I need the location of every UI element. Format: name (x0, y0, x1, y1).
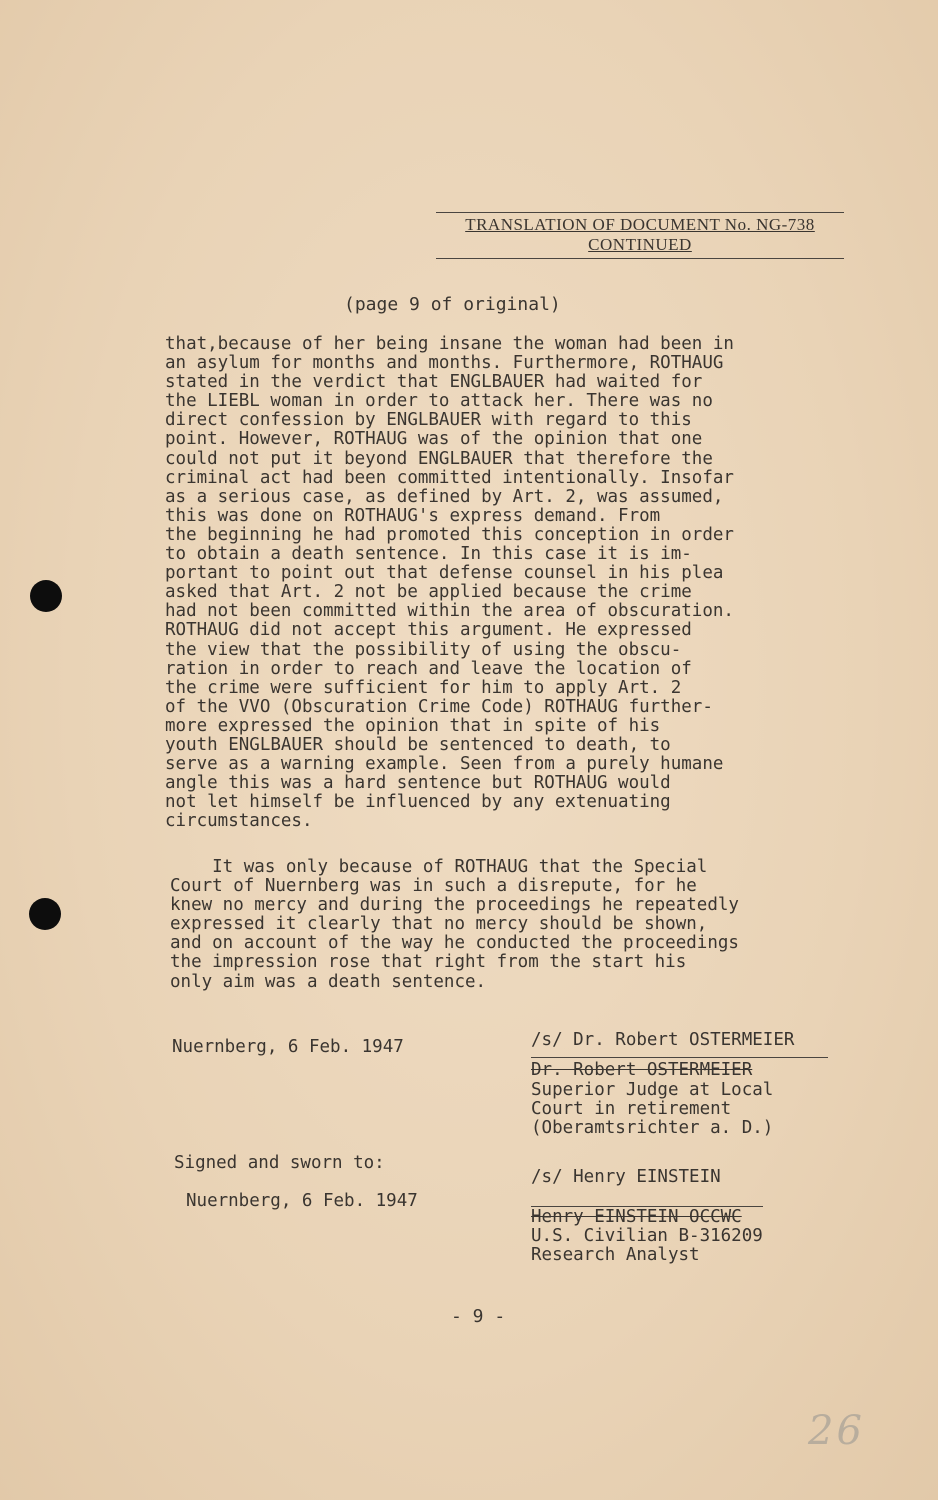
signature-1-title-line-3: (Oberamtsrichter a. D.) (531, 1118, 774, 1138)
signature-1-rule (531, 1057, 828, 1058)
signature-1-name: Dr. Robert OSTERMEIER (531, 1060, 753, 1080)
signature-1-signed: /s/ Dr. Robert OSTERMEIER (531, 1030, 795, 1050)
text-line: the view that the possibility of using the obscu- (165, 639, 682, 660)
text-line: more expressed the opinion that in spite of his (165, 715, 661, 736)
signature-1-title-line-1: Superior Judge at Local (531, 1080, 774, 1100)
text-line: the LIEBL woman in order to attack her. There was no (165, 391, 713, 412)
text-line: that,because of her being insane the woman had been in (165, 334, 734, 354)
text-line: expressed it clearly that no mercy should be shown, (170, 914, 708, 935)
text-line: youth ENGLBAUER should be sentenced to death, to (165, 734, 671, 755)
signature-1-title-line-2: Court in retirement (531, 1099, 732, 1119)
text-line: ration in order to reach and leave the location of (165, 658, 692, 679)
text-line: the beginning he had promoted this conception in order (165, 524, 734, 545)
text-line: the crime were sufficient for him to apply Art. 2 (165, 677, 682, 698)
header-title: TRANSLATION OF DOCUMENT No. NG-738 (465, 215, 815, 234)
document-header (436, 212, 844, 259)
text-line: point. However, ROTHAUG was of the opinion that one (165, 429, 703, 450)
body-paragraph-1 (165, 335, 734, 831)
text-line: had not been committed within the area of obscuration. (165, 601, 734, 622)
place-date-2: Nuernberg, 6 Feb. 1947 (186, 1191, 418, 1211)
signature-2-name: Henry EINSTEIN OCCWC (531, 1207, 742, 1227)
place-date-1: Nuernberg, 6 Feb. 1947 (172, 1037, 404, 1057)
original-page-reference: (page 9 of original) (344, 294, 561, 315)
text-line: the impression rose that right from the start his (170, 952, 687, 973)
text-line: criminal act had been committed intentionally. Insofar (165, 467, 734, 488)
signature-2-signed: /s/ Henry EINSTEIN (531, 1167, 721, 1187)
text-line: direct confession by ENGLBAUER with regard to this (165, 410, 692, 431)
text-line: ROTHAUG did not accept this argument. He expressed (165, 620, 692, 641)
page-number: - 9 - (451, 1306, 506, 1327)
text-line: only aim was a death sentence. (170, 971, 487, 992)
text-line: and on account of the way he conducted the proceedings (170, 933, 739, 954)
text-line: portant to point out that defense counsel in his plea (165, 563, 724, 584)
text-line: this was done on ROTHAUG's express demand. From (165, 505, 661, 526)
body-paragraph-2 (170, 858, 739, 992)
sworn-label: Signed and sworn to: (174, 1153, 385, 1173)
text-line: not let himself be influenced by any extenuating (165, 792, 671, 813)
text-line: asked that Art. 2 not be applied because the crime (165, 582, 692, 603)
text-line: stated in the verdict that ENGLBAUER had waited for (165, 372, 703, 393)
text-line: to obtain a death sentence. In this case it is im- (165, 544, 692, 565)
handwritten-page-number: 26 (808, 1408, 865, 1454)
punch-hole-bottom (29, 898, 61, 930)
text-line: angle this was a hard sentence but ROTHAUG would (165, 773, 671, 794)
text-line: knew no mercy and during the proceedings he repeatedly (170, 895, 739, 916)
signature-2-title-line-1: U.S. Civilian B-316209 (531, 1226, 763, 1246)
signature-2-title-line-2: Research Analyst (531, 1245, 700, 1265)
text-line: as a serious case, as defined by Art. 2, was assumed, (165, 486, 724, 507)
text-line: serve as a warning example. Seen from a purely humane (165, 754, 724, 775)
text-line: It was only because of ROTHAUG that the Special (170, 857, 708, 877)
punch-hole-top (30, 580, 62, 612)
text-line: could not put it beyond ENGLBAUER that therefore the (165, 448, 713, 469)
header-subtitle: CONTINUED (588, 235, 692, 254)
text-line: Court of Nuernberg was in such a disrepute, for he (170, 876, 697, 897)
text-line: circumstances. (165, 811, 313, 832)
text-line: an asylum for months and months. Furthermore, ROTHAUG (165, 353, 724, 374)
text-line: of the VVO (Obscuration Crime Code) ROTHAUG further- (165, 696, 713, 717)
